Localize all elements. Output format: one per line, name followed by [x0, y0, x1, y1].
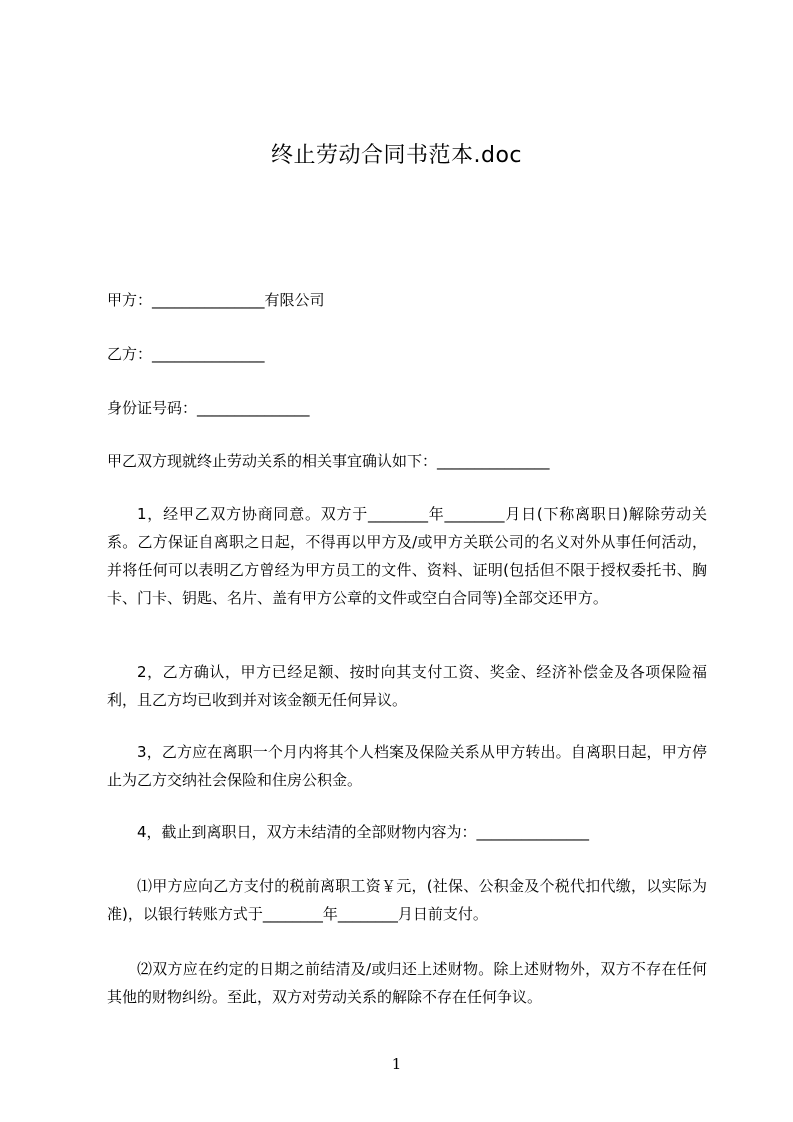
party-a-line: 甲方：_______________有限公司 — [107, 291, 325, 309]
party-b-line: 乙方：_______________ — [107, 345, 265, 363]
document-title: 终止劳动合同书范本.doc — [270, 143, 522, 168]
clause-2: 2，乙方确认，甲方已经足额、按时向其支付工资、奖金、经济补偿金及各项保险福利，且乙方均已收到并对该金额无任何异议。 — [107, 663, 707, 709]
page-number: 1 — [391, 1055, 402, 1073]
clause-4-item-1: ⑴甲方应向乙方支付的税前离职工资￥元，(社保、公积金及个税代扣代缴，以实际为准)，以银行转账方式于________年________月日前支付。 — [107, 877, 707, 923]
clause-4-item-2: ⑵双方应在约定的日期之前结清及/或归还上述财物。除上述财物外，双方不存在任何其他的财物纠纷。至此，双方对劳动关系的解除不存在任何争议。 — [107, 960, 707, 1006]
clause-1: 1，经甲乙双方协商同意。双方于________年________月日(下称离职日)解除劳动关系。乙方保证自离职之日起，不得再以甲方及/或甲方关联公司的名义对外从事任何活动，并将任何可以表明乙方曾经为甲方员工的文件、资料、证明(包括但不限于授权委托书、胸卡、门卡、钥匙、名片、盖有甲方公章的文件或空白合同等)全部交还甲方。 — [107, 505, 707, 607]
clause-3: 3，乙方应在离职一个月内将其个人档案及保险关系从甲方转出。自离职日起，甲方停止为乙方交纳社会保险和住房公积金。 — [107, 743, 707, 789]
id-number-line: 身份证号码：_______________ — [107, 399, 310, 417]
intro-paragraph: 甲乙双方现就终止劳动关系的相关事宜确认如下：_______________ — [107, 452, 550, 470]
clause-4: 4，截止到离职日，双方未结清的全部财物内容为：_______________ — [137, 823, 590, 841]
